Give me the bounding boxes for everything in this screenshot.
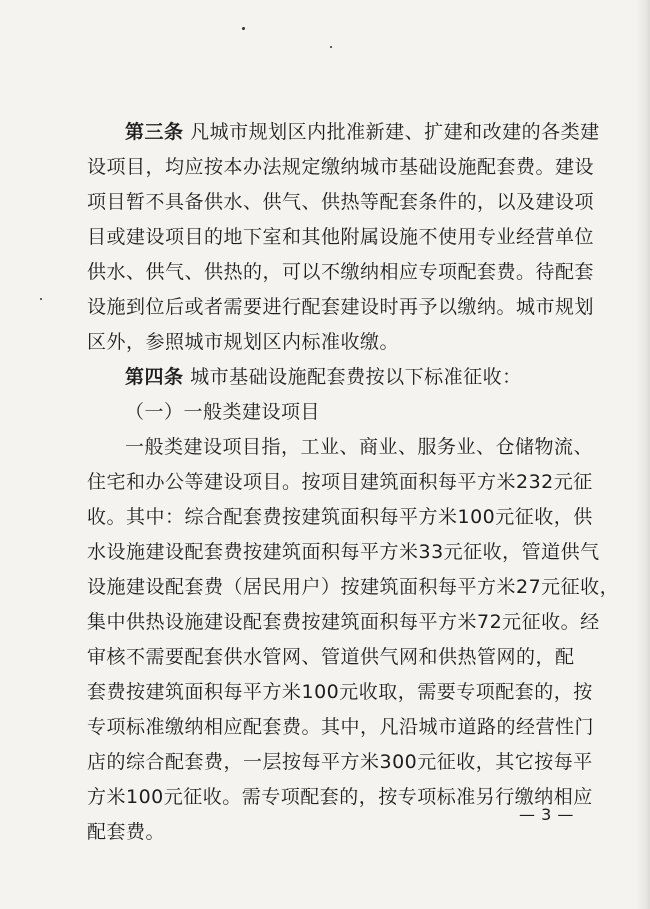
page-number: — 3 —: [519, 805, 574, 824]
article3-line-7: 区外，参照城市规划区内标准收缴。: [87, 331, 400, 353]
article4-line: [125, 362, 522, 389]
body-line-7: 审核不需要配套供水管网、管道供气网和供热管网的，配: [87, 646, 575, 668]
article3-text-1: 凡城市规划区内批准新建、扩建和改建的各类建: [190, 121, 600, 143]
body-line-12: 配套费。: [87, 821, 166, 843]
article3-line-6: 设施到位后或者需要进行配套建设时再予以缴纳。城市规划: [87, 296, 595, 318]
body-line-10: 店的综合配套费，一层按每平方米300元征收，其它按每平: [87, 751, 593, 773]
scan-speck: [330, 46, 332, 48]
scan-speck: [242, 27, 245, 30]
article3-line-4: 目或建设项目的地下室和其他附属设施不使用专业经营单位: [87, 226, 595, 248]
body-line-8: 套费按建筑面积每平方米100元收取，需要专项配套的，按: [87, 681, 593, 703]
body-line-1: 一般类建设项目指，工业、商业、服务业、仓储物流、: [125, 436, 594, 458]
article3-heading: 第三条: [125, 121, 184, 143]
article4-text: 城市基础设施配套费按以下标准征收：: [190, 366, 522, 388]
article3-line-1: [125, 117, 600, 144]
body-line-2: 住宅和办公等建设项目。按项目建筑面积每平方米232元征: [87, 471, 593, 493]
article3-line-3: 项目暂不具备供水、供气、供热等配套条件的，以及建设项: [87, 191, 595, 213]
body-line-9: 专项标准缴纳相应配套费。其中，凡沿城市道路的经营性门: [87, 716, 595, 738]
body-line-11: 方米100元征收。需专项配套的，按专项标准另行缴纳相应: [87, 786, 593, 808]
article3-line-5: 供水、供气、供热的，可以不缴纳相应专项配套费。待配套: [87, 261, 595, 283]
article4-heading: 第四条: [125, 366, 184, 388]
body-line-5: 设施建设配套费（居民用户）按建筑面积每平方米27元征收，: [87, 576, 620, 598]
section-subheading: （一）一般类建设项目: [125, 401, 321, 423]
scan-speck: [40, 298, 42, 300]
body-line-6: 集中供热设施建设配套费按建筑面积每平方米72元征收。经: [87, 611, 600, 633]
body-line-3: 收。其中：综合配套费按建筑面积每平方米100元征收，供: [87, 506, 593, 528]
body-line-4: 水设施建设配套费按建筑面积每平方米33元征收，管道供气: [87, 541, 600, 563]
article3-line-2: 设项目，均应按本办法规定缴纳城市基础设施配套费。建设: [87, 156, 595, 178]
